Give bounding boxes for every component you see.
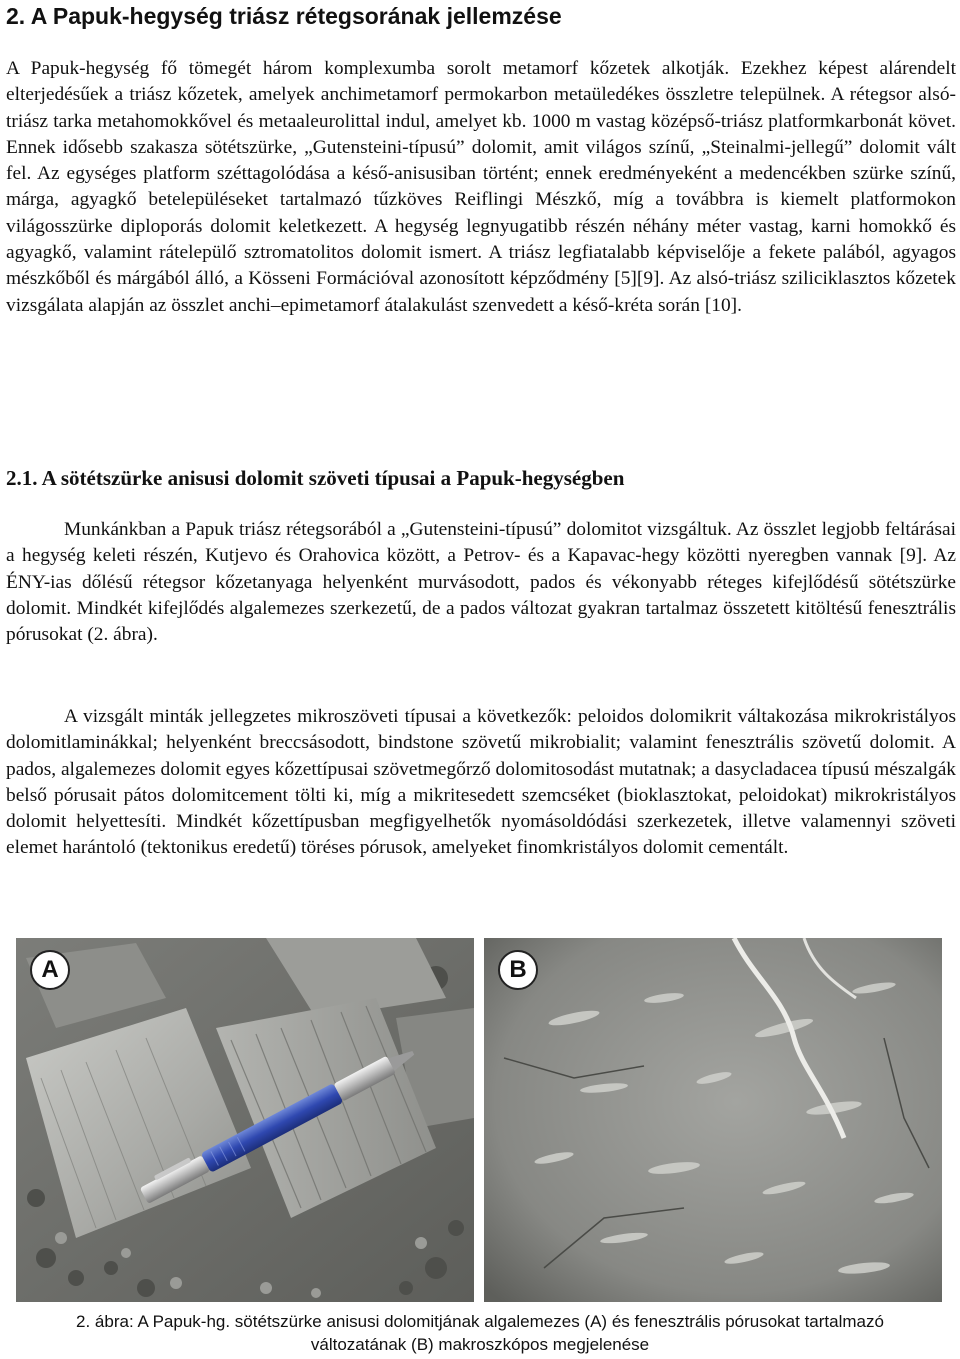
paragraph-microfabrics: A vizsgált minták jellegzetes mikroszöveti típusai a következők: peloidos dolomikrit váltakozása mikrokristályos dolomitlaminákkal; helyenként breccsásodott, bindstone szövetű mikrobialit; valamint fenesztrális szövetű dolomit. A pados, algalemezes dolomit egyes kőzettípusai szövetmegőrző dolomitosodást mutatnak; a dasycladacea típusú mészalgák belső pórusait pátos dolomitcement tölti ki, míg a mikritesedett szemcséket (bioklasztokat, peloidokat) mikrokristályos dolomit helyettesíti. Mindkét kőzettípusban megfigyelhetők nyomásoldódási szerkezetek, illetve valamennyi szöveti elemet harántoló (tektonikus eredetű) töréses pórusok, amelyeket finomkristályos dolomit cementált.: [6, 706, 956, 859]
figure-caption-line2: változatának (B) makroszkópos megjelenése: [310, 1335, 650, 1354]
subsection-heading: 2.1. A sötétszürke anisusi dolomit szöveti típusai a Papuk-hegységben: [6, 466, 625, 490]
paragraph-outcrops: Munkánkban a Papuk triász rétegsorából a „Gutensteini-típusú” dolomitot vizsgáltuk. Az összlet legjobb feltárásai a hegység keleti részén, Kutjevo és Orahovica között, a Petrov- és a Kapavac-hegy közötti nyeregben vannak [9]. Az ÉNY-ias dőlésű rétegsor kőzetanyaga helyenként murvásodott, pados és vékonyabb réteges kifejlődésű sötétszürke dolomit. Mindkét kifejlődés algalemezes szerkezetű, de a pados változat gyakran tartalmaz összetett kitöltésű fenesztrális pórusokat (2. ábra).: [6, 519, 956, 646]
rock-photo-b-illustration: [484, 938, 942, 1302]
figure-caption-line1: 2. ábra: A Papuk-hg. sötétszürke anisusi dolomitjának algalemezes (A) és fenesztrális pórusokat tartalmazó: [76, 1312, 884, 1331]
figure-photo-b: [484, 938, 942, 1302]
panel-label-b: B: [498, 950, 538, 990]
panel-label-a: A: [30, 950, 70, 990]
paragraph-intro: A Papuk-hegység fő tömegét három komplexumba sorolt metamorf kőzetek alkotják. Ezekhez képest alárendelt elterjedésűek a triász kőzetek, amelyek anchimetamorf permokarbon metaüledékes összletre települnek. A rétegsor alsó-triász tarka metahomokkővel és metaaleurolittal indul, amelyet kb. 1000 m vastag középső-triász platformkarbonát követ. Ennek idősebb szakasza sötétszürke, „Gutensteini-típusú” dolomit, amit világos színű, „Steinalmi-jellegű” dolomit vált fel. Az egységes platform széttagolódása a késő-anisusiban történt; ennek eredményeként a medencékben szürke színű, márga, agyagkő betelepüléseket tartalmazó tűzköves Reiflingi Mészkő, míg a továbbra is kiemelt platformokon világosszürke diploporás dolomit keletkezett. A hegység legnyugatibb részén néhány méter vastag, karni homokkő és agyagkő, valamint rátelepülő sztromatolitos dolomit ismert. A triász legfiatalabb képviselője a fekete palából, agyagos mészkőből és márgából álló, a Kösseni Formációval azonosított képződmény [5][9]. Az alsó-triász sziliciklasztos kőzetek vizsgálata alapján az összlet anchi–epimetamorf átalakulást szenvedett a késő-kréta során [10].: [6, 58, 956, 316]
figure-caption: [0, 1310, 960, 1356]
section-heading: 2. A Papuk-hegység triász rétegsorának jellemzése: [6, 3, 562, 29]
rock-photo-a-illustration: [16, 938, 474, 1302]
figure-photo-a: [16, 938, 474, 1302]
